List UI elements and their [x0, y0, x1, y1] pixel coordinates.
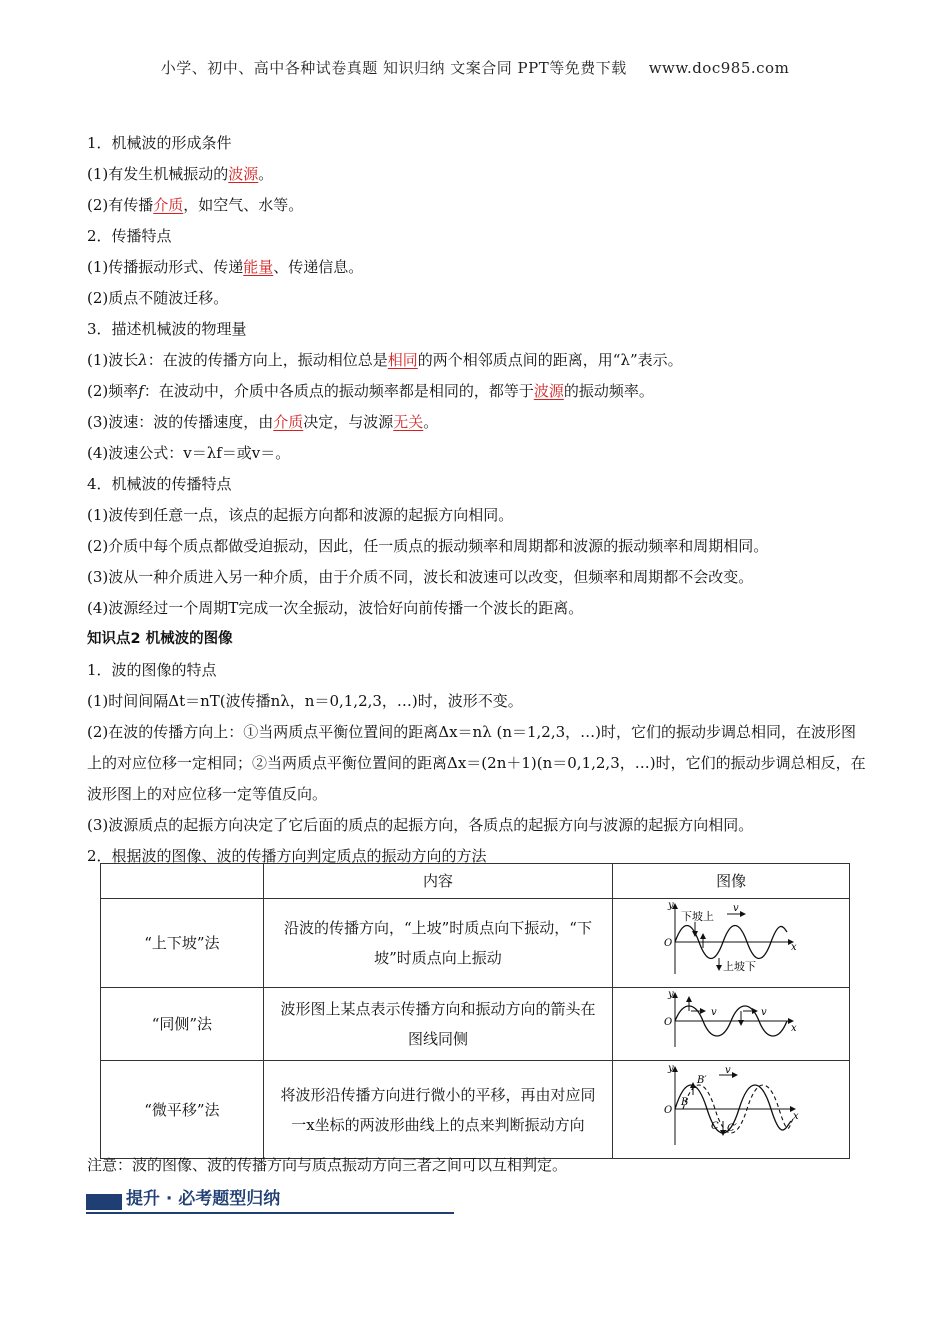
same-side-method-diagram — [661, 989, 801, 1049]
method-content: 将波形沿传播方向进行微小的平移，再由对应同一x坐标的两波形曲线上的点来判断振动方向 — [263, 1061, 612, 1159]
page-header — [0, 57, 950, 78]
answer-blank: 介质 — [273, 413, 304, 431]
method-name: “上下坡”法 — [101, 899, 264, 988]
answer-blank: 无关 — [393, 413, 424, 431]
velocity-label: v — [711, 1007, 717, 1018]
method-name: “同侧”法 — [101, 988, 264, 1061]
para-trait-1: (1)波传到任意一点，该点的起振方向都和波源的起振方向相同。 — [87, 506, 514, 524]
table-header-row — [101, 864, 850, 899]
table-header-cell — [101, 864, 264, 899]
para-graph-2: (2)在波的传播方向上：①当两质点平衡位置间的距离Δx＝nλ (n＝1,2,3，…)时，它们的振动步调总相同，在波形图上的对应位移一定相同；②当两质点平衡位置间的距离Δx＝(2n＋1)(n＝0,1,2,3，…)时，它们的振动步调总相反，在波形图上的对应位移一定等值反向。 — [87, 723, 866, 803]
para-wave-speed: (3)波速：波的传播速度，由介质决定，与波源无关。 — [87, 413, 439, 431]
heading-formation-conditions: 1．机械波的形成条件 — [87, 134, 232, 152]
heading-propagation-features: 2．传播特点 — [87, 227, 172, 245]
answer-blank: 介质 — [153, 196, 184, 214]
heading-propagation-traits: 4．机械波的传播特点 — [87, 475, 232, 493]
para-wavelength: (1)波长λ：在波的传播方向上，振动相位总是相同的两个相邻质点间的距离，用“λ”表示。 — [87, 351, 683, 369]
para-graph-3: (3)波源质点的起振方向决定了它后面的质点的起振方向，各质点的起振方向与波源的起振方向相同。 — [87, 816, 754, 834]
answer-blank: 能量 — [243, 258, 274, 276]
point-b-prime-label: B′ — [697, 1074, 707, 1086]
heading-graph-features: 1．波的图像的特点 — [87, 661, 217, 679]
para-trait-2: (2)介质中每个质点都做受迫振动，因此，任一质点的振动频率和周期都和波源的振动频率和周期相同。 — [87, 537, 769, 555]
small-shift-method-diagram — [661, 1063, 801, 1147]
para-frequency: (2)频率f：在波动中，介质中各质点的振动频率都是相同的，都等于波源的振动频率。 — [87, 382, 654, 400]
heading-judgement-methods: 2．根据波的图像、波的传播方向判定质点的振动方向的方法 — [87, 847, 487, 865]
banner-rule — [86, 1212, 454, 1214]
banner-block — [86, 1194, 122, 1210]
axis-x-label: x — [791, 942, 797, 953]
table-header-cell: 内容 — [263, 864, 612, 899]
answer-blank: 波源 — [533, 382, 564, 400]
heading-physical-quantities: 3．描述机械波的物理量 — [87, 320, 247, 338]
answer-blank: 波源 — [228, 165, 259, 183]
axis-y-label: y — [668, 1062, 674, 1074]
axis-y-label: y — [668, 989, 674, 1000]
method-content: 波形图上某点表示传播方向和振动方向的箭头在图线同侧 — [263, 988, 612, 1061]
table-row — [101, 988, 850, 1061]
note-text: 注意：波的图像、波的传播方向与质点振动方向三者之间可以互相判定。 — [87, 1156, 568, 1174]
origin-label: O — [664, 1017, 673, 1028]
method-figure — [613, 1061, 850, 1159]
origin-label: O — [664, 938, 673, 949]
label-down-slope-up: 下坡上 — [681, 910, 715, 923]
document-body — [87, 128, 867, 872]
para-condition-2: (2)有传播介质，如空气、水等。 — [87, 196, 304, 214]
method-name: “微平移”法 — [101, 1061, 264, 1159]
para-condition-1: (1)有发生机械振动的波源。 — [87, 165, 274, 183]
table-row — [101, 1061, 850, 1159]
label-up-slope-down: 上坡下 — [723, 960, 757, 973]
knowledge-point-2-title: 知识点2 机械波的图像 — [87, 631, 233, 647]
table-row — [101, 899, 850, 988]
axis-x-label: x — [791, 1023, 797, 1034]
point-c-label: C — [711, 1120, 719, 1132]
point-c-prime-label: C′ — [727, 1122, 737, 1134]
slope-method-diagram — [661, 900, 801, 976]
para-speed-formula: (4)波速公式：v＝λf＝或v＝。 — [87, 444, 291, 462]
para-graph-1: (1)时间间隔Δt＝nT(波传播nλ，n＝0,1,2,3，…)时，波形不变。 — [87, 692, 523, 710]
point-b-label: B — [681, 1096, 689, 1108]
table-header-cell: 图像 — [613, 864, 850, 899]
axis-x-label: x — [793, 1110, 799, 1122]
para-feature-2: (2)质点不随波迁移。 — [87, 289, 229, 307]
origin-label: O — [664, 1104, 673, 1116]
para-trait-4: (4)波源经过一个周期T完成一次全振动，波恰好向前传播一个波长的距离。 — [87, 599, 584, 617]
method-figure — [613, 988, 850, 1061]
velocity-label: v — [733, 903, 739, 914]
section-title: 提升 · 必考题型归纳 — [126, 1189, 281, 1209]
axis-y-label: y — [668, 900, 674, 911]
para-trait-3: (3)波从一种介质进入另一种介质，由于介质不同，波长和波速可以改变，但频率和周期都不会改变。 — [87, 568, 754, 586]
velocity-label: v — [725, 1064, 731, 1076]
method-content: 沿波的传播方向，“上坡”时质点向下振动，“下坡”时质点向上振动 — [263, 899, 612, 988]
header-site: www.doc985.com — [648, 59, 790, 77]
header-text: 小学、初中、高中各种试卷真题 知识归纳 文案合同 PPT等免费下载 — [160, 59, 627, 77]
velocity-label: v — [761, 1007, 767, 1018]
para-feature-1: (1)传播振动形式、传递能量、传递信息。 — [87, 258, 364, 276]
method-figure — [613, 899, 850, 988]
answer-blank: 相同 — [387, 351, 418, 369]
section-banner — [86, 1186, 454, 1214]
methods-table — [100, 863, 850, 1159]
